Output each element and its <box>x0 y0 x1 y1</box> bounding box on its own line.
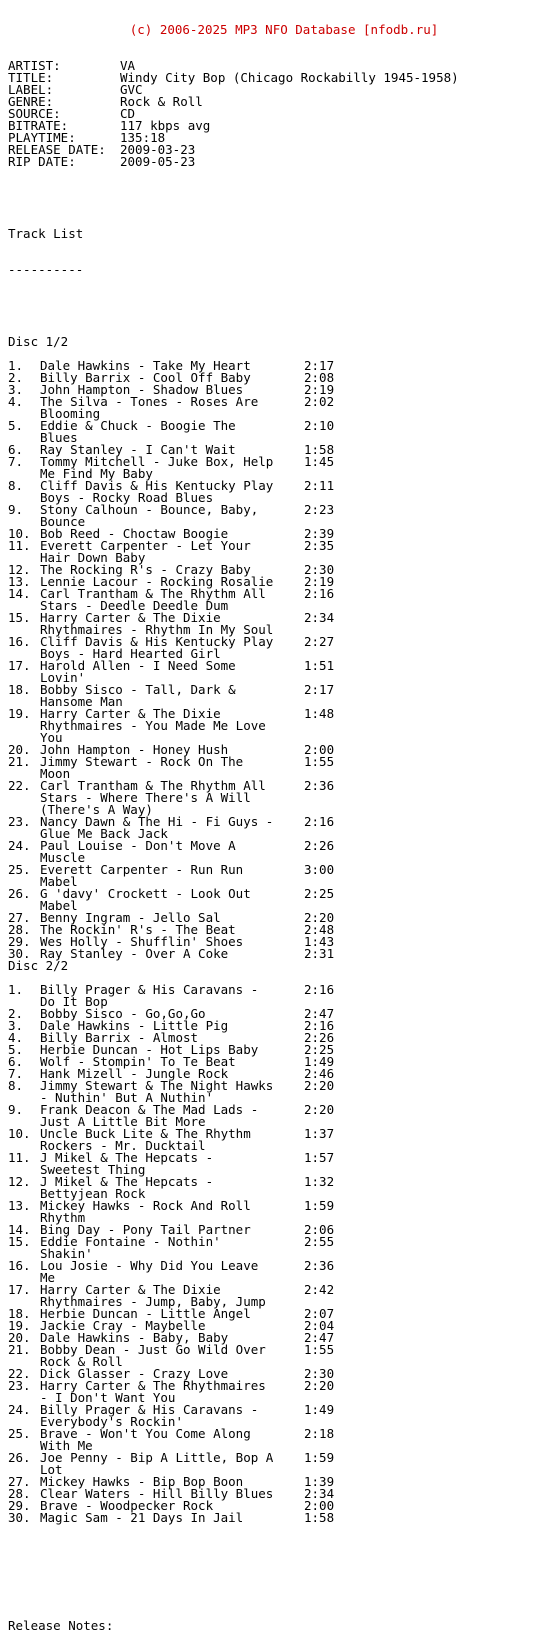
spacer <box>8 300 560 312</box>
track-title: Muscle <box>40 850 86 865</box>
track-number: 28. <box>8 1486 31 1501</box>
track-number: 29. <box>8 1498 31 1513</box>
track-title: Moon <box>40 766 71 781</box>
track-time: 2:35 <box>304 538 335 553</box>
track-time: 2:46 <box>304 1066 335 1081</box>
info-value: CD <box>120 106 136 121</box>
track-title: Blues <box>40 430 78 445</box>
track-title: Wolf - Stompin' To Te Beat <box>40 1054 236 1069</box>
track-time: 2:39 <box>304 526 335 541</box>
track-time: 1:55 <box>304 1342 335 1357</box>
track-title: Benny Ingram - Jello Sal <box>40 910 221 925</box>
track-number: 17. <box>8 658 31 673</box>
track-number: 11. <box>8 538 31 553</box>
info-value: 117 kbps avg <box>120 118 211 133</box>
track-time: 2:10 <box>304 418 335 433</box>
info-key: BITRATE: <box>8 118 69 133</box>
track-title: J Mikel & The Hepcats - <box>40 1174 214 1189</box>
track-number: 19. <box>8 706 31 721</box>
track-number: 20. <box>8 742 31 757</box>
track-time: 1:58 <box>304 442 335 457</box>
track-time: 1:59 <box>304 1198 335 1213</box>
track-number: 1. <box>8 982 24 997</box>
info-value: 2009-03-23 <box>120 142 196 157</box>
track-title: Billy Barrix - Almost <box>40 1030 199 1045</box>
track-time: 2:11 <box>304 478 335 493</box>
track-time: 2:16 <box>304 1018 335 1033</box>
info-row <box>8 96 560 108</box>
track-row <box>8 1260 560 1272</box>
track-number: 8. <box>8 1078 24 1093</box>
track-title: Bobby Dean - Just Go Wild Over <box>40 1342 266 1357</box>
track-time: 2:20 <box>304 1378 335 1393</box>
track-title: Uncle Buck Lite & The Rhythm <box>40 1126 251 1141</box>
track-number: 12. <box>8 1174 31 1189</box>
track-title: Rhythmaires - Jump, Baby, Jump <box>40 1294 266 1309</box>
track-time: 2:34 <box>304 610 335 625</box>
track-title: (There's A Way) <box>40 802 153 817</box>
track-time: 2:16 <box>304 814 335 829</box>
track-number: 17. <box>8 1282 31 1297</box>
track-title: Bettyjean Rock <box>40 1186 146 1201</box>
track-title: You <box>40 730 63 745</box>
track-row <box>8 1476 560 1488</box>
track-number: 3. <box>8 1018 24 1033</box>
track-number: 30. <box>8 1510 31 1525</box>
track-time: 1:55 <box>304 754 335 769</box>
track-title: Harry Carter & The Dixie <box>40 706 221 721</box>
info-key: LABEL: <box>8 82 54 97</box>
track-time: 2:19 <box>304 382 335 397</box>
track-time: 2:17 <box>304 358 335 373</box>
track-time: 2:55 <box>304 1234 335 1249</box>
track-time: 2:20 <box>304 1078 335 1093</box>
track-title: Mabel <box>40 898 78 913</box>
track-row <box>8 888 560 900</box>
track-number: 16. <box>8 634 31 649</box>
track-title: John Hampton - Shadow Blues <box>40 382 244 397</box>
track-number: 28. <box>8 922 31 937</box>
track-title: Clear Waters - Hill Billy Blues <box>40 1486 274 1501</box>
track-title: Hansome Man <box>40 694 123 709</box>
info-key: SOURCE: <box>8 106 61 121</box>
track-number: 9. <box>8 1102 24 1117</box>
track-number: 21. <box>8 754 31 769</box>
track-title: Lennie Lacour - Rocking Rosalie <box>40 574 274 589</box>
info-row <box>8 108 560 120</box>
info-key: RELEASE DATE: <box>8 142 106 157</box>
track-title: Dale Hawkins - Little Pig <box>40 1018 229 1033</box>
track-number: 8. <box>8 478 24 493</box>
track-number: 13. <box>8 574 31 589</box>
track-title: Rhythmaires - You Made Me Love <box>40 718 266 733</box>
track-row <box>8 660 560 672</box>
site-header: (c) 2006-2025 MP3 NFO Database [nfodb.ru] <box>129 22 439 37</box>
info-value: GVC <box>120 82 143 97</box>
track-time: 2:19 <box>304 574 335 589</box>
track-number: 6. <box>8 442 24 457</box>
info-row <box>8 72 560 84</box>
track-title: Jimmy Stewart - Rock On The <box>40 754 244 769</box>
track-title: Brave - Won't You Come Along <box>40 1426 251 1441</box>
track-number: 22. <box>8 778 31 793</box>
track-title: Mickey Hawks - Bip Bop Boon <box>40 1474 244 1489</box>
track-title: Cliff Davis & His Kentucky Play <box>40 634 274 649</box>
track-title: Tommy Mitchell - Juke Box, Help <box>40 454 274 469</box>
track-title: Ray Stanley - Over A Coke <box>40 946 229 961</box>
track-title: Herbie Duncan - Hot Lips Baby <box>40 1042 259 1057</box>
track-title: Me Find My Baby <box>40 466 153 481</box>
track-number: 10. <box>8 1126 31 1141</box>
track-time: 1:49 <box>304 1054 335 1069</box>
info-value: VA <box>120 58 136 73</box>
track-number: 14. <box>8 586 31 601</box>
track-number: 5. <box>8 418 24 433</box>
track-title: Rockers - Mr. Ducktail <box>40 1138 206 1153</box>
track-number: 4. <box>8 394 24 409</box>
track-row <box>8 1488 560 1500</box>
track-title: Bobby Sisco - Tall, Dark & <box>40 682 236 697</box>
track-title: Eddie Fontaine - Nothin' <box>40 1234 221 1249</box>
track-time: 2:48 <box>304 922 335 937</box>
track-number: 22. <box>8 1366 31 1381</box>
track-number: 20. <box>8 1330 31 1345</box>
track-time: 2:06 <box>304 1222 335 1237</box>
track-time: 2:23 <box>304 502 335 517</box>
track-number: 23. <box>8 1378 31 1393</box>
track-number: 5. <box>8 1042 24 1057</box>
track-title: Just A Little Bit More <box>40 1114 206 1129</box>
track-row-continued <box>8 1464 560 1476</box>
track-row <box>8 948 560 960</box>
track-title: Hair Down Baby <box>40 550 146 565</box>
track-title: Boys - Hard Hearted Girl <box>40 646 221 661</box>
track-title: G 'davy' Crockett - Look Out <box>40 886 251 901</box>
track-time: 1:37 <box>304 1126 335 1141</box>
track-time: 2:08 <box>304 370 335 385</box>
track-number: 11. <box>8 1150 31 1165</box>
track-number: 25. <box>8 862 31 877</box>
track-title: Cliff Davis & His Kentucky Play <box>40 478 274 493</box>
track-number: 7. <box>8 454 24 469</box>
track-number: 15. <box>8 610 31 625</box>
track-row <box>8 864 560 876</box>
track-title: - I Don't Want You <box>40 1390 176 1405</box>
track-time: 1:45 <box>304 454 335 469</box>
track-time: 2:00 <box>304 1498 335 1513</box>
track-title: Lot <box>40 1462 63 1477</box>
track-title: Stars - Where There's A Will <box>40 790 251 805</box>
track-title: Boys - Rocky Road Blues <box>40 490 214 505</box>
track-title: Herbie Duncan - Little Angel <box>40 1306 251 1321</box>
track-number: 29. <box>8 934 31 949</box>
track-number: 10. <box>8 526 31 541</box>
disc-label: Disc 1/2 <box>8 334 69 349</box>
track-time: 1:51 <box>304 658 335 673</box>
track-title: Billy Barrix - Cool Off Baby <box>40 370 251 385</box>
track-title: Dale Hawkins - Take My Heart <box>40 358 251 373</box>
track-time: 2:34 <box>304 1486 335 1501</box>
track-number: 19. <box>8 1318 31 1333</box>
track-title: Bobby Sisco - Go,Go,Go <box>40 1006 206 1021</box>
track-title: With Me <box>40 1438 93 1453</box>
track-title: J Mikel & The Hepcats - <box>40 1150 214 1165</box>
track-number: 24. <box>8 838 31 853</box>
info-key: RIP DATE: <box>8 154 76 169</box>
track-title: John Hampton - Honey Hush <box>40 742 229 757</box>
track-title: Ray Stanley - I Can't Wait <box>40 442 236 457</box>
track-number: 13. <box>8 1198 31 1213</box>
track-title: Rhythm <box>40 1210 86 1225</box>
track-title: Sweetest Thing <box>40 1162 146 1177</box>
track-number: 25. <box>8 1426 31 1441</box>
track-time: 2:26 <box>304 1030 335 1045</box>
track-number: 7. <box>8 1066 24 1081</box>
track-title: Joe Penny - Bip A Little, Bop A <box>40 1450 274 1465</box>
track-title: Bounce <box>40 514 86 529</box>
track-title: Nancy Dawn & The Hi - Fi Guys - <box>40 814 274 829</box>
tracklist-title: Track List <box>8 226 84 241</box>
info-value: 135:18 <box>120 130 166 145</box>
track-title: Bob Reed - Choctaw Boogie <box>40 526 229 541</box>
track-time: 2:30 <box>304 562 335 577</box>
spacer <box>8 1584 560 1596</box>
track-time: 2:30 <box>304 1366 335 1381</box>
track-title: Bing Day - Pony Tail Partner <box>40 1222 251 1237</box>
track-title: Harold Allen - I Need Some <box>40 658 236 673</box>
track-title: Dick Glasser - Crazy Love <box>40 1366 229 1381</box>
track-time: 2:02 <box>304 394 335 409</box>
info-row <box>8 84 560 96</box>
track-title: Shakin' <box>40 1246 93 1261</box>
track-row <box>8 420 560 432</box>
track-number: 1. <box>8 358 24 373</box>
track-number: 18. <box>8 1306 31 1321</box>
track-time: 2:47 <box>304 1330 335 1345</box>
info-value: 2009-05-23 <box>120 154 196 169</box>
track-time: 2:20 <box>304 1102 335 1117</box>
tracklist-rule: ---------- <box>8 262 84 277</box>
track-time: 2:16 <box>304 586 335 601</box>
track-number: 15. <box>8 1234 31 1249</box>
track-number: 27. <box>8 910 31 925</box>
track-number: 6. <box>8 1054 24 1069</box>
track-number: 21. <box>8 1342 31 1357</box>
track-time: 1:57 <box>304 1150 335 1165</box>
track-number: 27. <box>8 1474 31 1489</box>
release-info <box>8 60 560 168</box>
track-number: 26. <box>8 1450 31 1465</box>
track-title: Frank Deacon & The Mad Lads - <box>40 1102 259 1117</box>
track-time: 1:43 <box>304 934 335 949</box>
track-number: 24. <box>8 1402 31 1417</box>
track-time: 3:00 <box>304 862 335 877</box>
track-title: Carl Trantham & The Rhythm All <box>40 778 266 793</box>
track-number: 26. <box>8 886 31 901</box>
track-time: 2:36 <box>304 778 335 793</box>
track-time: 1:39 <box>304 1474 335 1489</box>
track-time: 2:42 <box>304 1282 335 1297</box>
spacer <box>8 1548 560 1560</box>
track-number: 2. <box>8 370 24 385</box>
track-number: 12. <box>8 562 31 577</box>
track-title: Jimmy Stewart & The Night Hawks <box>40 1078 274 1093</box>
track-title: Paul Louise - Don't Move A <box>40 838 236 853</box>
track-number: 3. <box>8 382 24 397</box>
track-title: Everett Carpenter - Let Your <box>40 538 251 553</box>
track-title: Me <box>40 1270 56 1285</box>
track-title: Everybody's Rockin' <box>40 1414 183 1429</box>
track-time: 2:17 <box>304 682 335 697</box>
track-title: The Rockin' R's - The Beat <box>40 922 236 937</box>
track-number: 14. <box>8 1222 31 1237</box>
track-title: Lou Josie - Why Did You Leave <box>40 1258 259 1273</box>
track-row <box>8 504 560 516</box>
track-title: Rock & Roll <box>40 1354 123 1369</box>
info-key: TITLE: <box>8 70 54 85</box>
track-time: 2:25 <box>304 886 335 901</box>
track-title: Billy Prager & His Caravans - <box>40 982 259 997</box>
track-time: 2:36 <box>304 1258 335 1273</box>
track-title: Blooming <box>40 406 101 421</box>
info-key: ARTIST: <box>8 58 61 73</box>
track-row <box>8 1452 560 1464</box>
track-time: 2:04 <box>304 1318 335 1333</box>
info-key: PLAYTIME: <box>8 130 76 145</box>
track-time: 1:49 <box>304 1402 335 1417</box>
track-row <box>8 1500 560 1512</box>
track-time: 2:00 <box>304 742 335 757</box>
track-time: 2:26 <box>304 838 335 853</box>
track-time: 2:07 <box>304 1306 335 1321</box>
track-title: Magic Sam - 21 Days In Jail <box>40 1510 244 1525</box>
track-time: 1:58 <box>304 1510 335 1525</box>
track-time: 2:18 <box>304 1426 335 1441</box>
track-number: 2. <box>8 1006 24 1021</box>
track-title: Carl Trantham & The Rhythm All <box>40 586 266 601</box>
track-time: 2:20 <box>304 910 335 925</box>
track-title: Glue Me Back Jack <box>40 826 168 841</box>
info-value: Windy City Bop (Chicago Rockabilly 1945-1958) <box>120 70 459 85</box>
track-number: 18. <box>8 682 31 697</box>
track-title: Stars - Deedle Deedle Dum <box>40 598 229 613</box>
track-time: 1:59 <box>304 1450 335 1465</box>
track-title: Mickey Hawks - Rock And Roll <box>40 1198 251 1213</box>
info-value: Rock & Roll <box>120 94 203 109</box>
track-number: 23. <box>8 814 31 829</box>
info-key: GENRE: <box>8 94 54 109</box>
track-row <box>8 1200 560 1212</box>
track-row-continued <box>8 720 560 732</box>
track-number: 30. <box>8 946 31 961</box>
track-row <box>8 756 560 768</box>
track-time: 2:47 <box>304 1006 335 1021</box>
track-title: The Rocking R's - Crazy Baby <box>40 562 251 577</box>
track-title: Dale Hawkins - Baby, Baby <box>40 1330 229 1345</box>
track-row <box>8 840 560 852</box>
track-number: 9. <box>8 502 24 517</box>
track-title: Rhythmaires - Rhythm In My Soul <box>40 622 274 637</box>
track-title: The Silva - Tones - Roses Are <box>40 394 259 409</box>
track-number: 4. <box>8 1030 24 1045</box>
track-title: Do It Bop <box>40 994 108 1009</box>
track-title: Hank Mizell - Jungle Rock <box>40 1066 229 1081</box>
track-title: Jackie Cray - Maybelle <box>40 1318 206 1333</box>
track-title: Everett Carpenter - Run Run <box>40 862 244 877</box>
track-title: - Nuthin' But A Nuthin' <box>40 1090 214 1105</box>
track-time: 1:32 <box>304 1174 335 1189</box>
disc-label: Disc 2/2 <box>8 958 69 973</box>
info-row <box>8 144 560 156</box>
track-title: Stony Calhoun - Bounce, Baby, <box>40 502 259 517</box>
track-title: Harry Carter & The Dixie <box>40 1282 221 1297</box>
track-time: 2:31 <box>304 946 335 961</box>
track-number: 16. <box>8 1258 31 1273</box>
track-title: Harry Carter & The Rhythmaires <box>40 1378 266 1393</box>
track-title: Mabel <box>40 874 78 889</box>
track-title: Harry Carter & The Dixie <box>40 610 221 625</box>
track-title: Billy Prager & His Caravans - <box>40 1402 259 1417</box>
disc-list <box>8 336 560 1524</box>
track-time: 2:16 <box>304 982 335 997</box>
track-time: 2:27 <box>304 634 335 649</box>
track-title: Brave - Woodpecker Rock <box>40 1498 214 1513</box>
track-time: 1:48 <box>304 706 335 721</box>
info-row <box>8 156 560 168</box>
track-title: Wes Holly - Shufflin' Shoes <box>40 934 244 949</box>
track-row <box>8 1512 560 1524</box>
track-time: 2:25 <box>304 1042 335 1057</box>
spacer <box>8 192 560 204</box>
info-row <box>8 120 560 132</box>
track-title: Eddie & Chuck - Boogie The <box>40 418 236 433</box>
release-notes-label: Release Notes: <box>8 1618 114 1633</box>
track-title: Lovin' <box>40 670 86 685</box>
